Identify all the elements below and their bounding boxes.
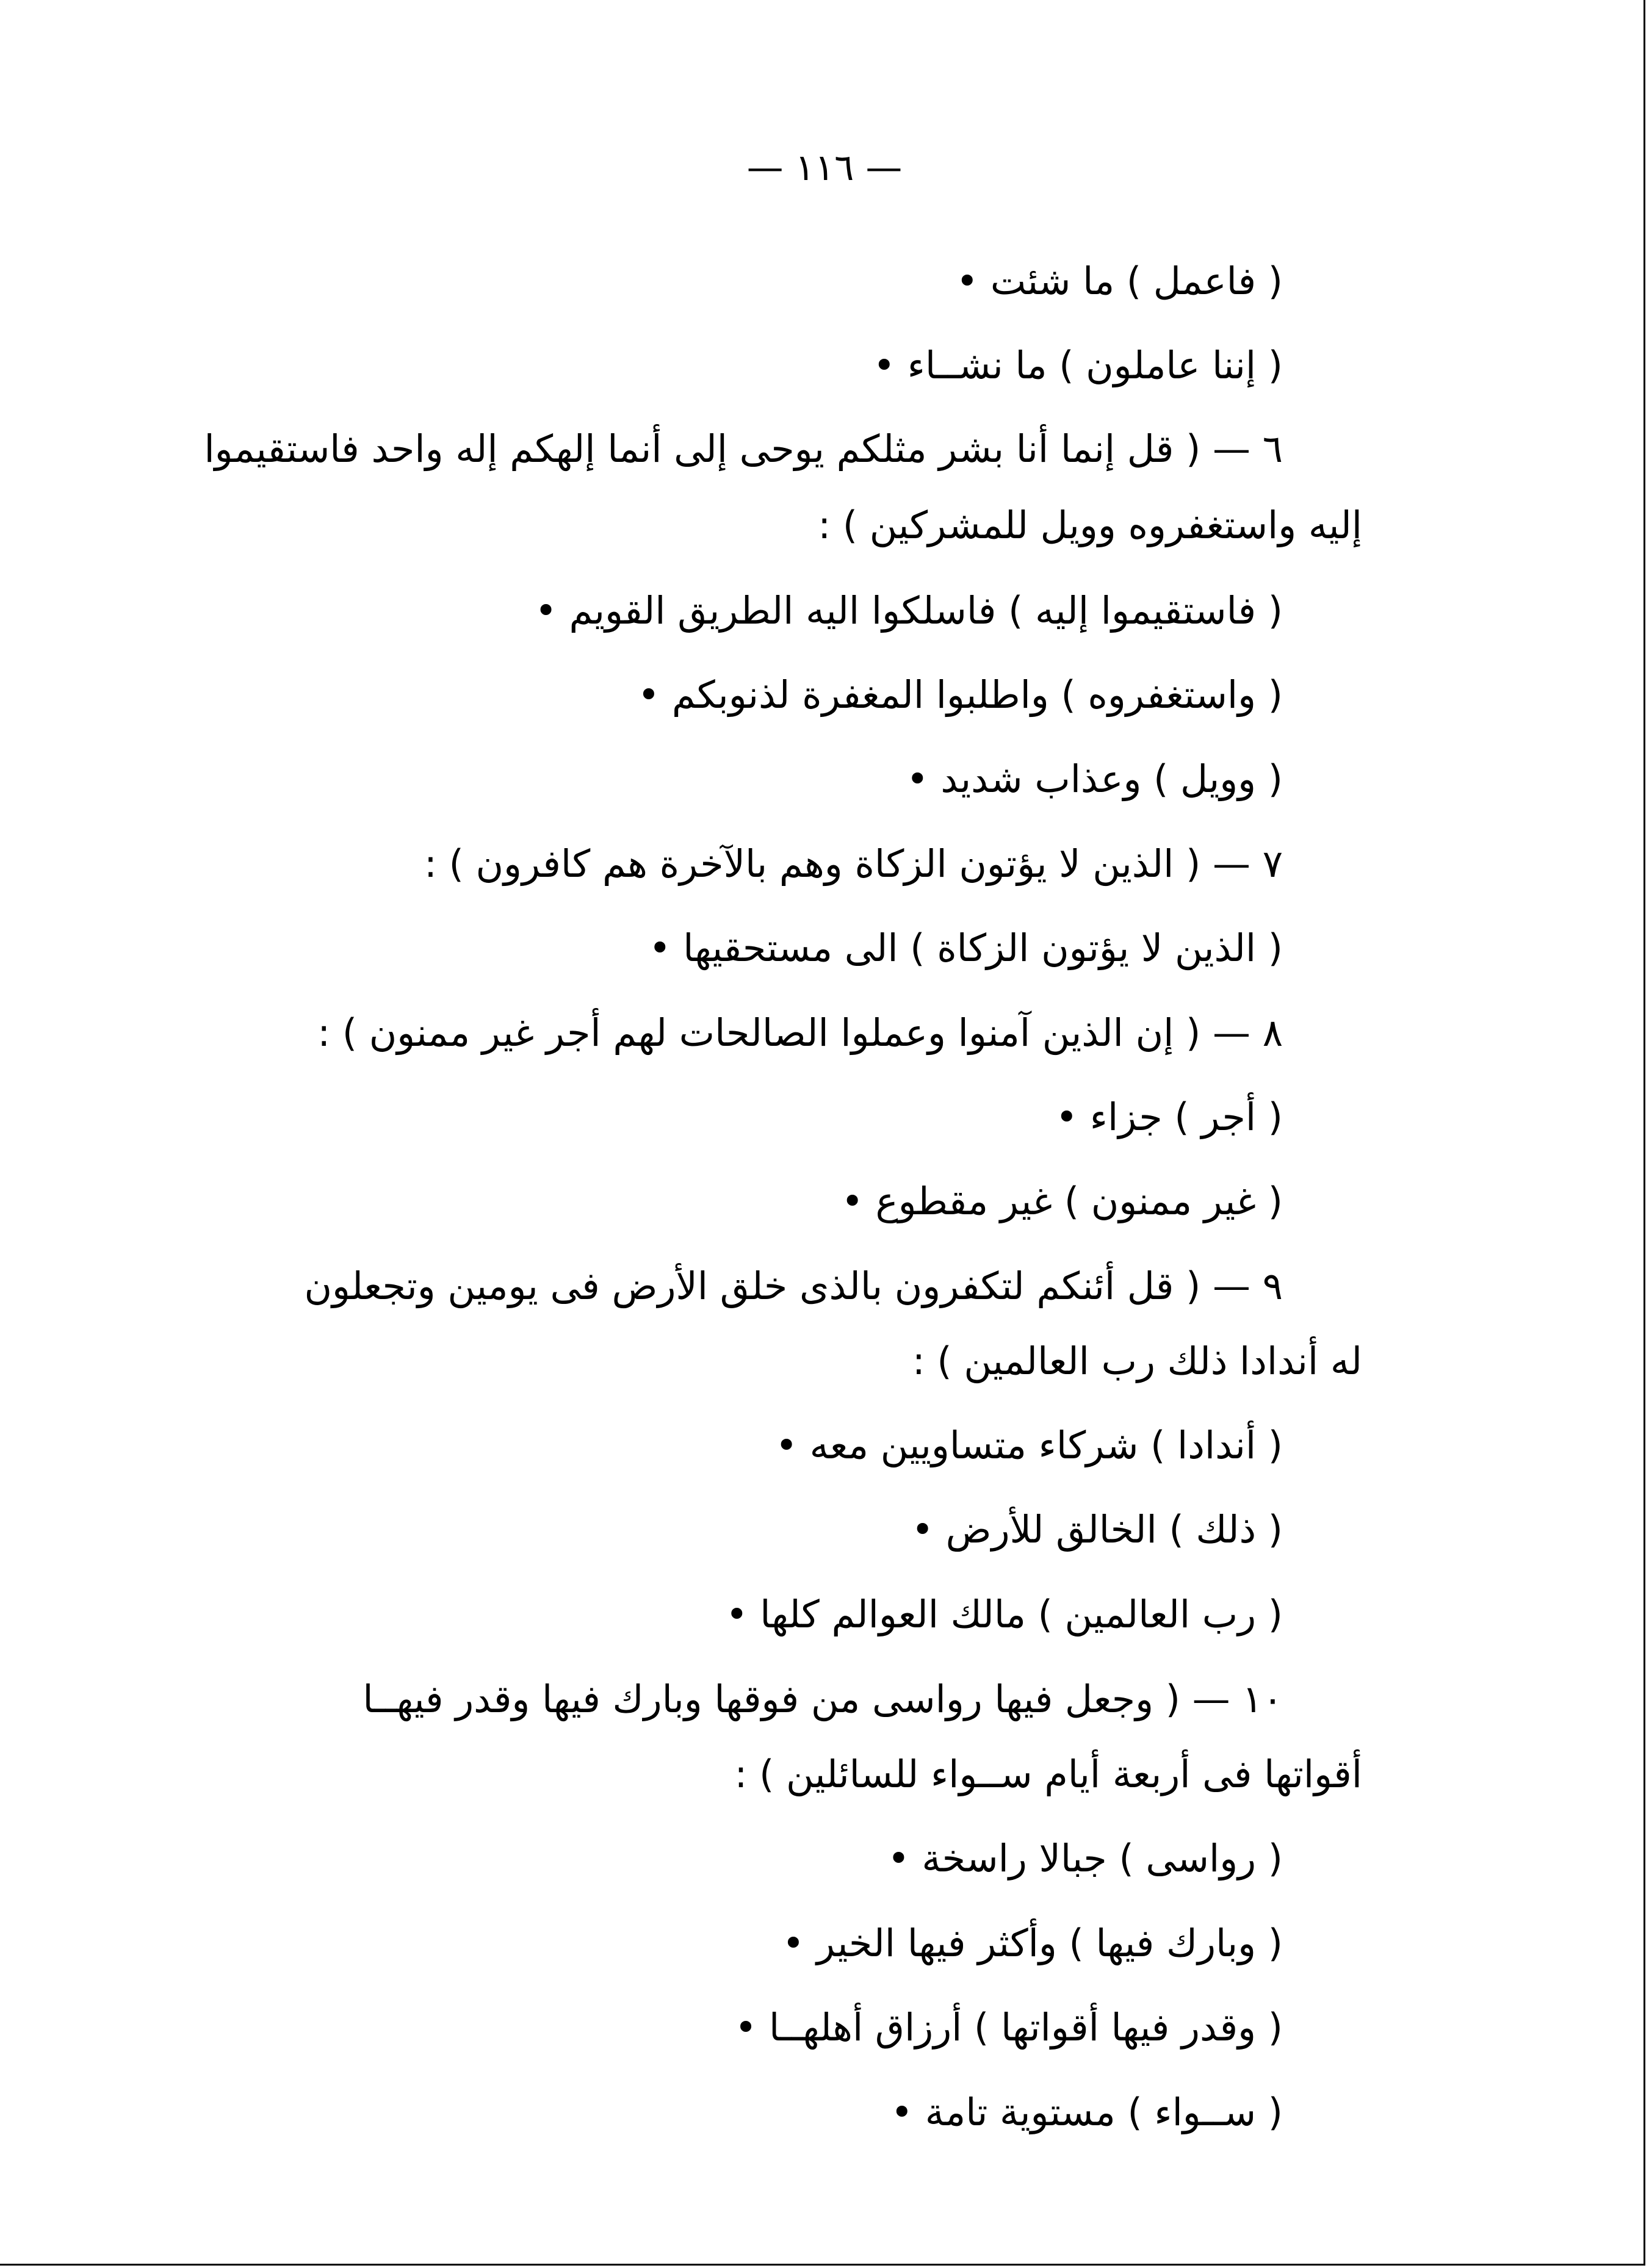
gloss-line-15: ( ســواء ) مستوية تامة •: [890, 2090, 1283, 2134]
gloss-line-2: ( إننا عاملون ) ما نشــاء •: [873, 343, 1283, 387]
gloss-line-4: ( واستغفروه ) واطلبوا المغفرة لذنوبكم •: [637, 672, 1283, 717]
gloss-line-3: ( فاستقيموا إليه ) فاسلكوا اليه الطريق القويم •: [535, 588, 1283, 633]
verse-9-line-1: ٩ — ( قل أئنكم لتكفرون بالذى خلق الأرض فى يومين وتجعلون: [304, 1264, 1283, 1308]
page-number: — ١١٦ —: [746, 146, 903, 189]
verse-8-line-1: ٨ — ( إن الذين آمنوا وعملوا الصالحات لهم أجر غير ممنون ) :: [317, 1010, 1283, 1055]
gloss-line-1: ( فاعمل ) ما شئت •: [956, 259, 1283, 303]
gloss-line-13: ( وبارك فيها ) وأكثر فيها الخير •: [782, 1921, 1283, 1965]
verse-7-line-1: ٧ — ( الذين لا يؤتون الزكاة وهم بالآخرة هم كافرون ) :: [424, 841, 1283, 886]
verse-10-line-2: أقواتها فى أربعة أيام ســواء للسائلين ) :: [734, 1752, 1362, 1796]
verse-10-line-1: ١٠ — ( وجعل فيها رواسى من فوقها وبارك فيها وقدر فيهــا: [363, 1677, 1283, 1721]
gloss-line-7: ( أجر ) جزاء •: [1055, 1095, 1283, 1139]
gloss-line-9: ( أندادا ) شركاء متساويين معه •: [775, 1423, 1283, 1467]
gloss-line-11: ( رب العالمين ) مالك العوالم كلها •: [726, 1592, 1283, 1636]
gloss-line-6: ( الذين لا يؤتون الزكاة ) الى مستحقيها •: [649, 926, 1283, 970]
gloss-line-5: ( وويل ) وعذاب شديد •: [906, 757, 1283, 801]
gloss-line-14: ( وقدر فيها أقواتها ) أرزاق أهلهــا •: [734, 2005, 1283, 2050]
verse-9-line-2: له أندادا ذلك رب العالمين ) :: [912, 1339, 1362, 1383]
verse-6-line-1: ٦ — ( قل إنما أنا بشر مثلكم يوحى إلى أنما إلهكم إله واحد فاستقيموا: [204, 427, 1283, 471]
gloss-line-10: ( ذلك ) الخالق للأرض •: [911, 1507, 1283, 1552]
gloss-line-12: ( رواسى ) جبالا راسخة •: [887, 1836, 1283, 1881]
verse-6-line-2: إليه واستغفروه وويل للمشركين ) :: [818, 503, 1362, 547]
gloss-line-8: ( غير ممنون ) غير مقطوع •: [841, 1179, 1283, 1223]
